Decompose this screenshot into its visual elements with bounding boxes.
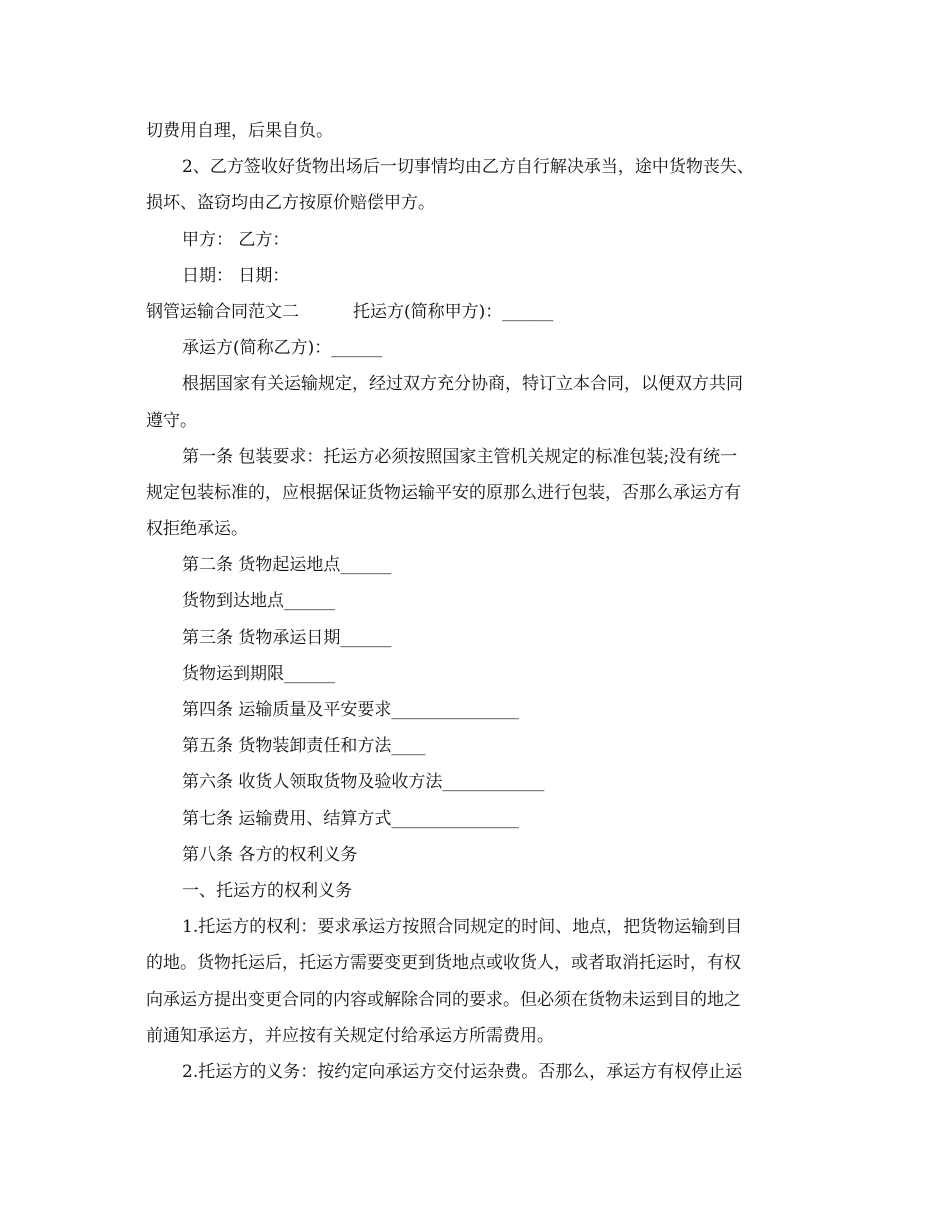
consignor-rights-line-2: 的地。货物托运后，托运方需要变更到货地点或收货人，或者取消托运时，有权 [146,953,741,974]
article-6-line: 第六条 收货人领取货物及验收方法____________ [182,772,545,793]
consignor-label: 托运方(简称甲方)：______ [353,301,554,322]
text-line-8: 根据国家有关运输规定，经过双方充分协商，特订立本合同，以便双方共同 [182,374,743,395]
signature-dates-line: 日期： 日期： [182,265,290,286]
consignor-duties-heading: 一、托运方的权利义务 [182,880,352,901]
text-line-3: 损坏、盗窃均由乙方按原价赔偿甲方。 [146,193,435,214]
signature-parties-line: 甲方： 乙方： [182,229,290,250]
document-body [146,113,806,1090]
article-2-line-2: 货物到达地点______ [182,591,335,612]
text-line-9: 遵守。 [146,410,197,431]
consignor-rights-line-4: 前通知承运方，并应按有关规定付给承运方所需费用。 [146,1025,554,1046]
consignor-rights-line-3: 向承运方提出变更合同的内容或解除合同的要求。但必须在货物未运到目的地之 [146,989,741,1010]
article-4-line: 第四条 运输质量及平安要求_______________ [182,700,519,720]
article-3-line-1: 第三条 货物承运日期______ [182,627,392,648]
section-title-line [146,294,806,330]
carrier-label: 承运方(简称乙方)：______ [182,338,383,359]
article-1-line-2: 规定包装标准的，应根据保证货物运输平安的原那么进行包装，否那么承运方有 [146,482,741,503]
article-7-line: 第七条 运输费用、结算方式_______________ [182,808,519,829]
article-2-line-1: 第二条 货物起运地点______ [182,555,392,576]
consignor-rights-line-1: 1.托运方的权利：要求承运方按照合同规定的时间、地点，把货物运输到目 [182,917,743,938]
article-5-line: 第五条 货物装卸责任和方法____ [182,736,426,757]
article-1-line-3: 权拒绝承运。 [146,519,248,540]
consignor-obligations-line: 2.托运方的义务：按约定向承运方交付运杂费。否那么，承运方有权停止运 [182,1061,743,1082]
text-line-1: 切费用自理，后果自负。 [146,121,333,141]
text-line-2: 2、乙方签收好货物出场后一切事情均由乙方自行解决承当，途中货物丧失、 [182,157,754,178]
article-3-line-2: 货物运到期限______ [182,663,335,684]
article-1-line-1: 第一条 包装要求：托运方必须按照国家主管机关规定的标准包装;没有统一 [182,446,738,467]
article-8-title: 第八条 各方的权利义务 [182,844,358,865]
document-section-title: 钢管运输合同范文二 [146,301,299,322]
